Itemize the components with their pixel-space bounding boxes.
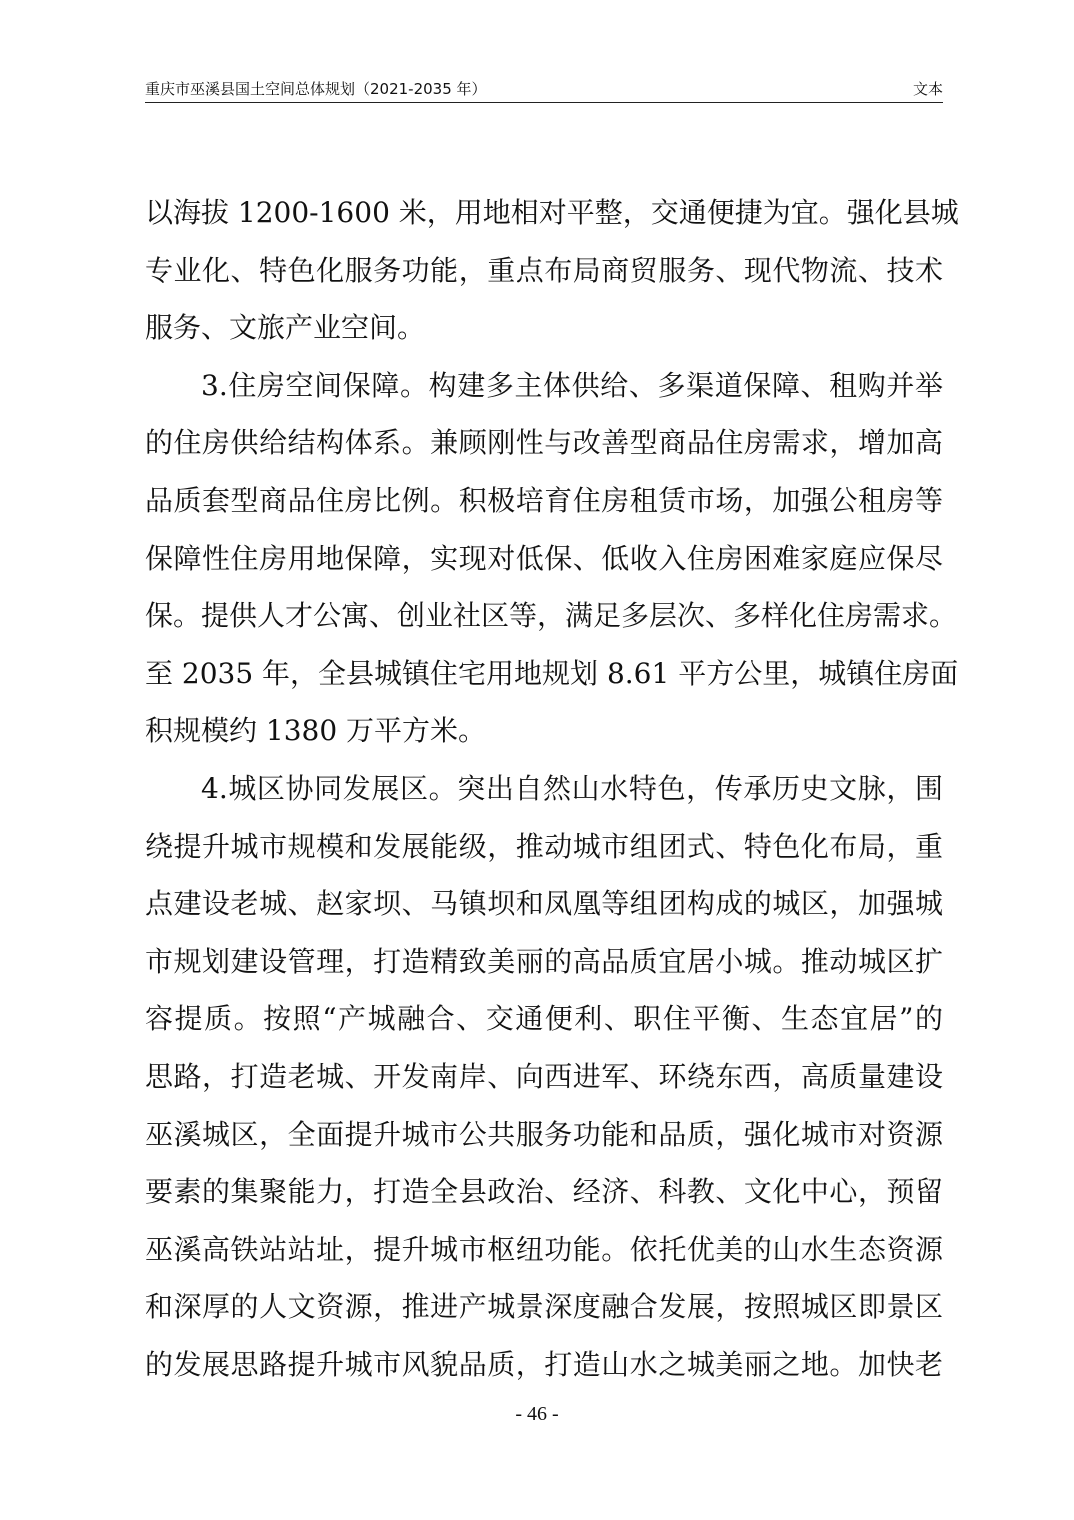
- text-line: 4.城区协同发展区。突出自然山水特色，传承历史文脉，围: [201, 771, 943, 805]
- text-line: 市规划建设管理，打造精致美丽的高品质宜居小城。推动城区扩: [145, 944, 943, 978]
- text-line: 容提质。按照“产城融合、交通便利、职住平衡、生态宜居”的: [145, 1002, 943, 1036]
- text-line: 要素的集聚能力，打造全县政治、经济、科教、文化中心，预留: [145, 1175, 943, 1209]
- section-label: 文本: [912, 80, 943, 98]
- text-line: 以海拔 1200-1600 米，用地相对平整，交通便捷为宜。强化县城: [145, 196, 959, 229]
- paragraph-urban-district: [145, 760, 943, 1394]
- paragraph-1: [145, 184, 959, 357]
- text-line: 保障性住房用地保障，实现对低保、低收入住房困难家庭应保尽: [145, 541, 943, 575]
- text-line: 巫溪城区，全面提升城市公共服务功能和品质，强化城市对资源: [145, 1117, 943, 1151]
- text-line: 点建设老城、赵家坝、马镇坝和凤凰等组团构成的城区，加强城: [145, 887, 943, 921]
- text-line: 思路，打造老城、开发南岸、向西进军、环绕东西，高质量建设: [145, 1059, 943, 1093]
- document-body: [145, 184, 959, 1393]
- text-line: 保。提供人才公寓、创业社区等，满足多层次、多样化住房需求。: [145, 599, 958, 633]
- text-line: 巫溪高铁站站址，提升城市枢纽功能。依托优美的山水生态资源: [145, 1232, 943, 1266]
- text-line: 3.住房空间保障。构建多主体供给、多渠道保障、租购并举: [201, 368, 943, 402]
- page-number: - 46 -: [515, 1403, 559, 1425]
- header-divider: [145, 102, 943, 103]
- document-title: 重庆市巫溪县国土空间总体规划（2021-2035 年）: [145, 80, 487, 98]
- text-line: 绕提升城市规模和发展能级，推动城市组团式、特色化布局，重: [145, 829, 943, 863]
- text-line: 专业化、特色化服务功能，重点布局商贸服务、现代物流、技术: [145, 253, 943, 287]
- text-line: 至 2035 年，全县城镇住宅用地规划 8.61 平方公里，城镇住房面: [145, 656, 959, 690]
- paragraph-housing: [145, 357, 959, 760]
- page-header: [145, 74, 943, 102]
- text-line: 和深厚的人文资源，推进产城景深度融合发展，按照城区即景区: [145, 1290, 943, 1324]
- text-line: 服务、文旅产业空间。: [145, 311, 426, 345]
- text-line: 的住房供给结构体系。兼顾刚性与改善型商品住房需求，增加高: [145, 426, 943, 460]
- text-line: 积规模约 1380 万平方米。: [145, 714, 487, 748]
- text-line: 的发展思路提升城市风貌品质，打造山水之城美丽之地。加快老: [145, 1347, 943, 1381]
- text-line: 品质套型商品住房比例。积极培育住房租赁市场，加强公租房等: [145, 483, 943, 517]
